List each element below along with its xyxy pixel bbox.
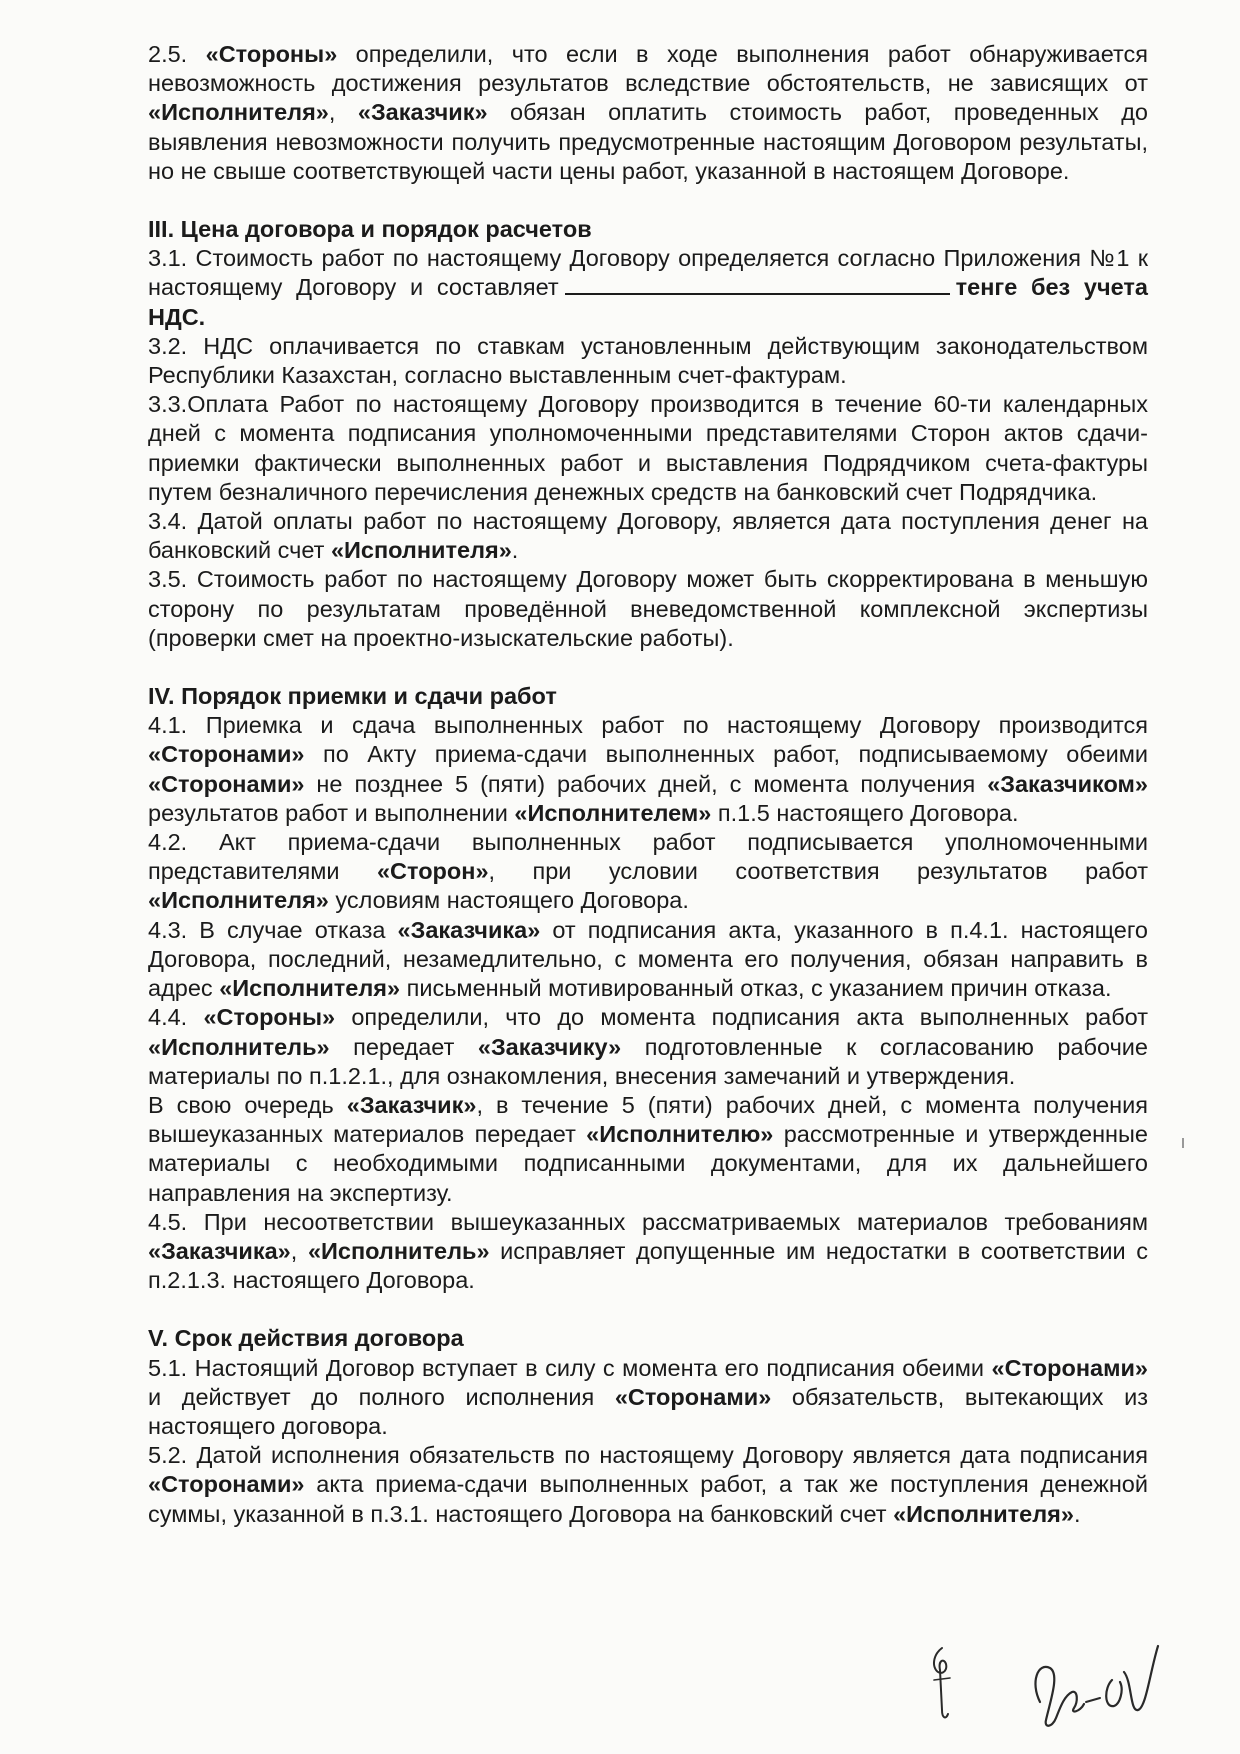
term-contractor: «Исполнителю» <box>586 1121 774 1148</box>
clause-text: В свою очередь <box>148 1091 347 1118</box>
clause-text: 3.1. Стоимость работ по настоящему Договору определяется согласно Приложения №1 к настоящему Договору и составляет <box>148 245 1148 301</box>
term-customer: «Заказчик» <box>346 1091 477 1118</box>
clause-3-3: 3.3.Оплата Работ по настоящему Договору производится в течение 60-ти календарных дней с момента подписания уполномоченными представителями Сторон актов сдачи-приемки фактически выполненных работ и выставления Подрядчиком счета-фактуры путем безналичного перечисления денежных средств на банковский счет Подрядчика. <box>148 391 1148 505</box>
clause-text: обязательств, вытекающих из настоящего договора. <box>148 1383 1149 1439</box>
term-parties: «Сторонами» <box>991 1354 1148 1381</box>
clause-3-4 <box>148 507 1148 565</box>
clause-text: , <box>328 99 358 126</box>
clause-3-5: 3.5. Стоимость работ по настоящему Договору может быть скорректирована в меньшую сторону по результатам проведённой вневедомственной комплексной экспертизы (проверки смет на проектно-изыскательские работы). <box>148 566 1148 651</box>
clause-3-1 <box>148 244 1148 332</box>
clause-text: 5.2. Датой исполнения обязательств по настоящему Договору является дата подписания <box>148 1442 1148 1469</box>
scan-artifact <box>1182 1138 1184 1148</box>
term-parties: «Стороны» <box>203 1004 336 1031</box>
term-contractor: «Исполнителя» <box>330 537 512 564</box>
term-customer: «Заказчик» <box>357 99 488 126</box>
clause-text: от подписания акта, указанного в п.4.1. настоящего Договора, последний, незамедлительно, с момента его получения, обязан направить в адрес <box>148 916 1148 1002</box>
clause-4-5 <box>148 1208 1148 1296</box>
clause-text: по Акту приема-сдачи выполненных работ, подписываемому обеими <box>304 741 1148 768</box>
term-parties: «Сторон» <box>376 858 489 885</box>
term-parties: «Сторонами» <box>614 1383 772 1410</box>
clause-text: , при условии соответствия результатов работ <box>488 858 1148 885</box>
term-parties: «Стороны» <box>205 41 338 67</box>
term-contractor: «Исполнитель» <box>148 1033 330 1060</box>
term-contractor: «Исполнителя» <box>219 975 401 1002</box>
term-customer: «Заказчику» <box>477 1033 622 1060</box>
clause-text: рассмотренные и утвержденные материалы с необходимыми подписанными документами, для их дальнейшего направления на экспертизу. <box>148 1121 1148 1206</box>
term-contractor: «Исполнителем» <box>514 799 712 826</box>
clause-text-bold: тенге без учета НДС. <box>148 274 1148 330</box>
term-contractor: «Исполнитель» <box>307 1237 490 1264</box>
document-page <box>148 40 1148 1529</box>
term-parties: «Сторонами» <box>148 1471 305 1498</box>
clause-text: акта приема-сдачи выполненных работ, а так же поступления денежной суммы, указанной в п.3.1. настоящего Договора на банковский счет <box>148 1471 1148 1527</box>
clause-text: 5.1. Настоящий Договор вступает в силу с момента его подписания обеими <box>148 1354 992 1381</box>
section-5-title: V. Срок действия договора <box>148 1325 464 1352</box>
clause-2-5 <box>148 40 1148 186</box>
clause-text: 4.5. При несоответствии вышеуказанных рассматриваемых материалов требованиям <box>148 1208 1148 1235</box>
clause-text: обязан оплатить стоимость работ, проведенных до выявления невозможности получить предусмотренные настоящим Договором результаты, но не свыше соответствующей части цены работ, указанной в настоящем Договоре. <box>148 99 1148 184</box>
clause-text: определили, что до момента подписания акта выполненных работ <box>335 1004 1148 1031</box>
clause-4-3 <box>148 916 1148 1004</box>
initial-signature-left <box>920 1640 970 1730</box>
amount-blank-line <box>565 273 950 295</box>
clause-text: 4.1. Приемка и сдача выполненных работ по настоящему Договору производится <box>148 712 1148 739</box>
term-parties: «Сторонами» <box>148 770 305 797</box>
clause-text: 3.4. Датой оплаты работ по настоящему Договору, является дата поступления денег на банковский счет <box>148 508 1148 564</box>
section-3-title: III. Цена договора и порядок расчетов <box>148 216 592 243</box>
clause-text: подготовленные к согласованию рабочие материалы по п.1.2.1., для ознакомления, внесения замечаний и утверждения. <box>148 1033 1149 1089</box>
term-customer: «Заказчика» <box>148 1237 291 1264</box>
term-customer: «Заказчиком» <box>987 770 1148 797</box>
clause-4-1 <box>148 711 1148 828</box>
clause-text: и действует до полного исполнения <box>148 1383 615 1410</box>
clause-text: определили, что если в ходе выполнения работ обнаруживается невозможность достижения результатов вследствие обстоятельств, не зависящих от <box>148 41 1148 97</box>
clause-4-2 <box>148 828 1148 916</box>
term-contractor: «Исполнителя» <box>893 1500 1074 1527</box>
term-customer: «Заказчика» <box>397 916 541 943</box>
clause-text: результатов работ и выполнении <box>148 799 515 826</box>
term-contractor: «Исполнителя» <box>148 99 329 126</box>
clause-text: , в течение 5 (пяти) рабочих дней, с момента получения вышеуказанных материалов передает <box>148 1091 1148 1148</box>
clause-text: 4.4. <box>148 1004 204 1031</box>
clause-text: исправляет допущенные им недостатки в соответствии с п.2.1.3. настоящего Договора. <box>148 1237 1148 1294</box>
clause-text: 4.3. В случае отказа <box>148 916 398 943</box>
clause-text: . <box>511 537 519 564</box>
clause-4-4 <box>148 1003 1148 1091</box>
section-4-title: IV. Порядок приемки и сдачи работ <box>148 683 557 710</box>
clause-text: передает <box>329 1033 478 1060</box>
clause-text: письменный мотивированный отказ, с указанием причин отказа. <box>400 975 1112 1002</box>
term-parties: «Сторонами» <box>148 741 305 768</box>
clause-text: , <box>290 1237 308 1264</box>
clause-text: условиям настоящего Договора. <box>328 887 689 914</box>
clause-3-2: 3.2. НДС оплачивается по ставкам установленным действующим законодательством Республики Казахстан, согласно выставленным счет-фактурам. <box>148 332 1148 389</box>
signature-right <box>1020 1632 1170 1742</box>
clause-5-1 <box>148 1354 1148 1442</box>
clause-text: . <box>1073 1500 1081 1527</box>
clause-text: 4.2. Акт приема-сдачи выполненных работ подписывается уполномоченными представителями <box>148 829 1148 885</box>
clause-text: не позднее 5 (пяти) рабочих дней, с момента получения <box>304 770 988 797</box>
clause-text: п.1.5 настоящего Договора. <box>711 799 1019 826</box>
clause-number: 2.5. <box>148 41 188 67</box>
clause-4-4-continued <box>148 1091 1148 1208</box>
term-contractor: «Исполнителя» <box>148 887 329 914</box>
clause-5-2 <box>148 1441 1148 1529</box>
